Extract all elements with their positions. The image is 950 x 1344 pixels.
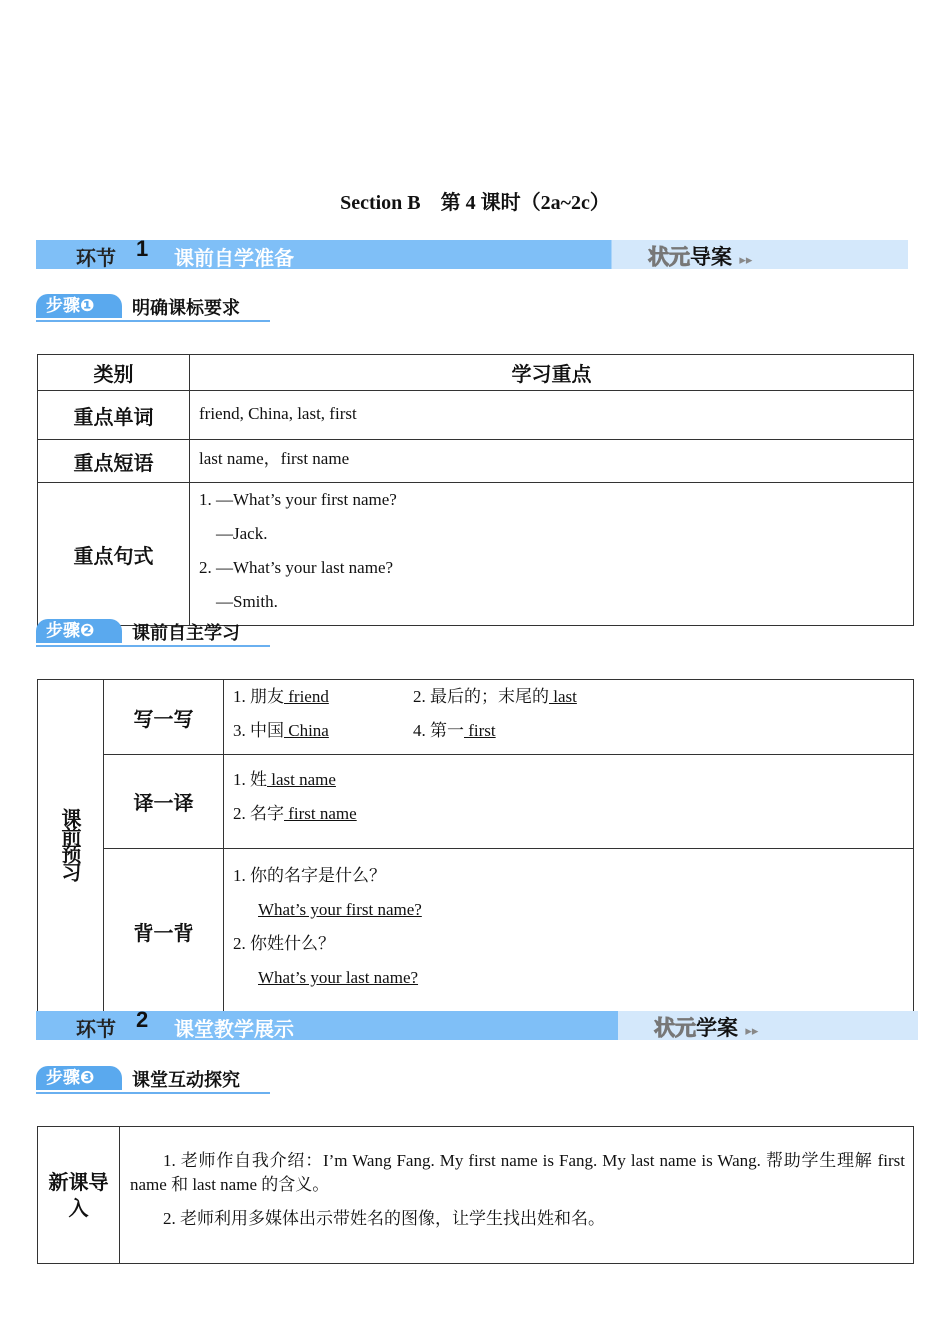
page-title: Section B 第 4 课时（2a~2c） [340,192,610,214]
side-label: 课前预习 [38,680,104,1014]
double-arrow-icon: ▸▸ [739,253,753,268]
section-banner-2: 环节 2 课堂教学展示 状元学案 ▸▸ [36,1011,918,1040]
lesson-intro-table: 新课导入 1. 老师作自我介绍：I’m Wang Fang. My first name is Fang. My last name is Wang. 帮助学生理解 first name 和 last name 的含义。 2. 老师利用多媒体出示带姓名的图像，让学生找出姓和名。 [37,1126,914,1264]
step-header-1: 步骤❶ 明确课标要求 [36,294,270,322]
double-arrow-icon: ▸▸ [745,1024,759,1039]
step-header-3: 步骤❸ 课堂互动探究 [36,1066,270,1094]
banner-number: 1 [136,236,149,261]
section-banner-1 [36,236,908,270]
banner-label: 环节 [76,248,116,270]
banner-subtitle: 课前自学准备 [174,246,294,270]
study-focus-table: 类别 学习重点 重点单词 friend, China, last, first 重点短语 last name，first name 重点句式 1. —What’s your first name? —Jack. 2. —What’s your last name? —Smith. [37,354,914,626]
banner-right: 状元导案 ▸▸ [648,245,753,269]
step-header-2: 步骤❷ 课前自主学习 [36,619,270,647]
preview-table: 课前预习 写一写 1. 朋友 friend 2. 最后的；末尾的 last 3. 中国 China 4. 第一 first 译一译 1. 姓 last name 2. 名字 first name 背一背 1. 你的名字是什么？ What’s your first name? 2. 你姓什么？ What’s your last name? [37,679,914,1014]
